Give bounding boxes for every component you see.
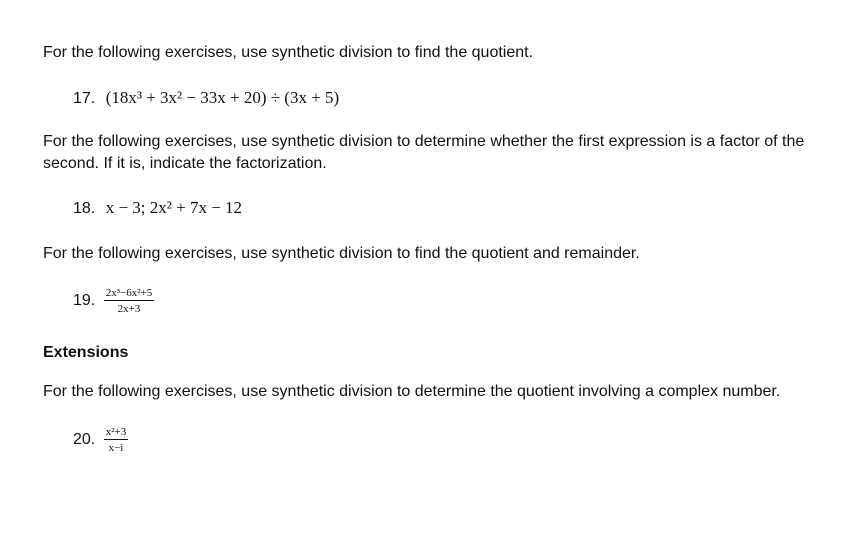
instruction-complex-quotient: For the following exercises, use synthetic division to determine the quotient involving a complex number. bbox=[43, 383, 781, 400]
exercise-20-numerator: x²+3 bbox=[105, 426, 127, 438]
exercise-17-expression: (18x³ + 3x² − 33x + 20) ÷ (3x + 5) bbox=[105, 88, 340, 107]
exercise-18 bbox=[73, 198, 242, 218]
exercise-17-number: 17. bbox=[73, 90, 96, 107]
exercise-19-fraction bbox=[104, 287, 155, 315]
exercise-20 bbox=[73, 426, 128, 454]
exercise-19-numerator: 2x³−6x²+5 bbox=[105, 287, 153, 299]
exercise-18-expression: x − 3; 2x² + 7x − 12 bbox=[105, 198, 243, 217]
instruction-synthetic-factor: For the following exercises, use synthetic division to determine whether the first expression is a factor of the second. If it is, indicate the factorization. bbox=[43, 133, 805, 172]
exercise-17 bbox=[73, 88, 339, 108]
exercise-19 bbox=[73, 287, 154, 315]
instruction-synthetic-remainder: For the following exercises, use synthetic division to find the quotient and remainder. bbox=[43, 245, 640, 262]
exercise-19-denominator: 2x+3 bbox=[117, 303, 141, 315]
exercise-20-denominator: x−i bbox=[108, 442, 124, 454]
exercise-20-number: 20. bbox=[73, 431, 96, 448]
exercise-18-number: 18. bbox=[73, 200, 96, 217]
exercise-20-fraction bbox=[104, 426, 129, 454]
extensions-heading: Extensions bbox=[43, 344, 129, 361]
exercise-19-number: 19. bbox=[73, 292, 96, 309]
instruction-synthetic-quotient: For the following exercises, use synthetic division to find the quotient. bbox=[43, 44, 534, 61]
